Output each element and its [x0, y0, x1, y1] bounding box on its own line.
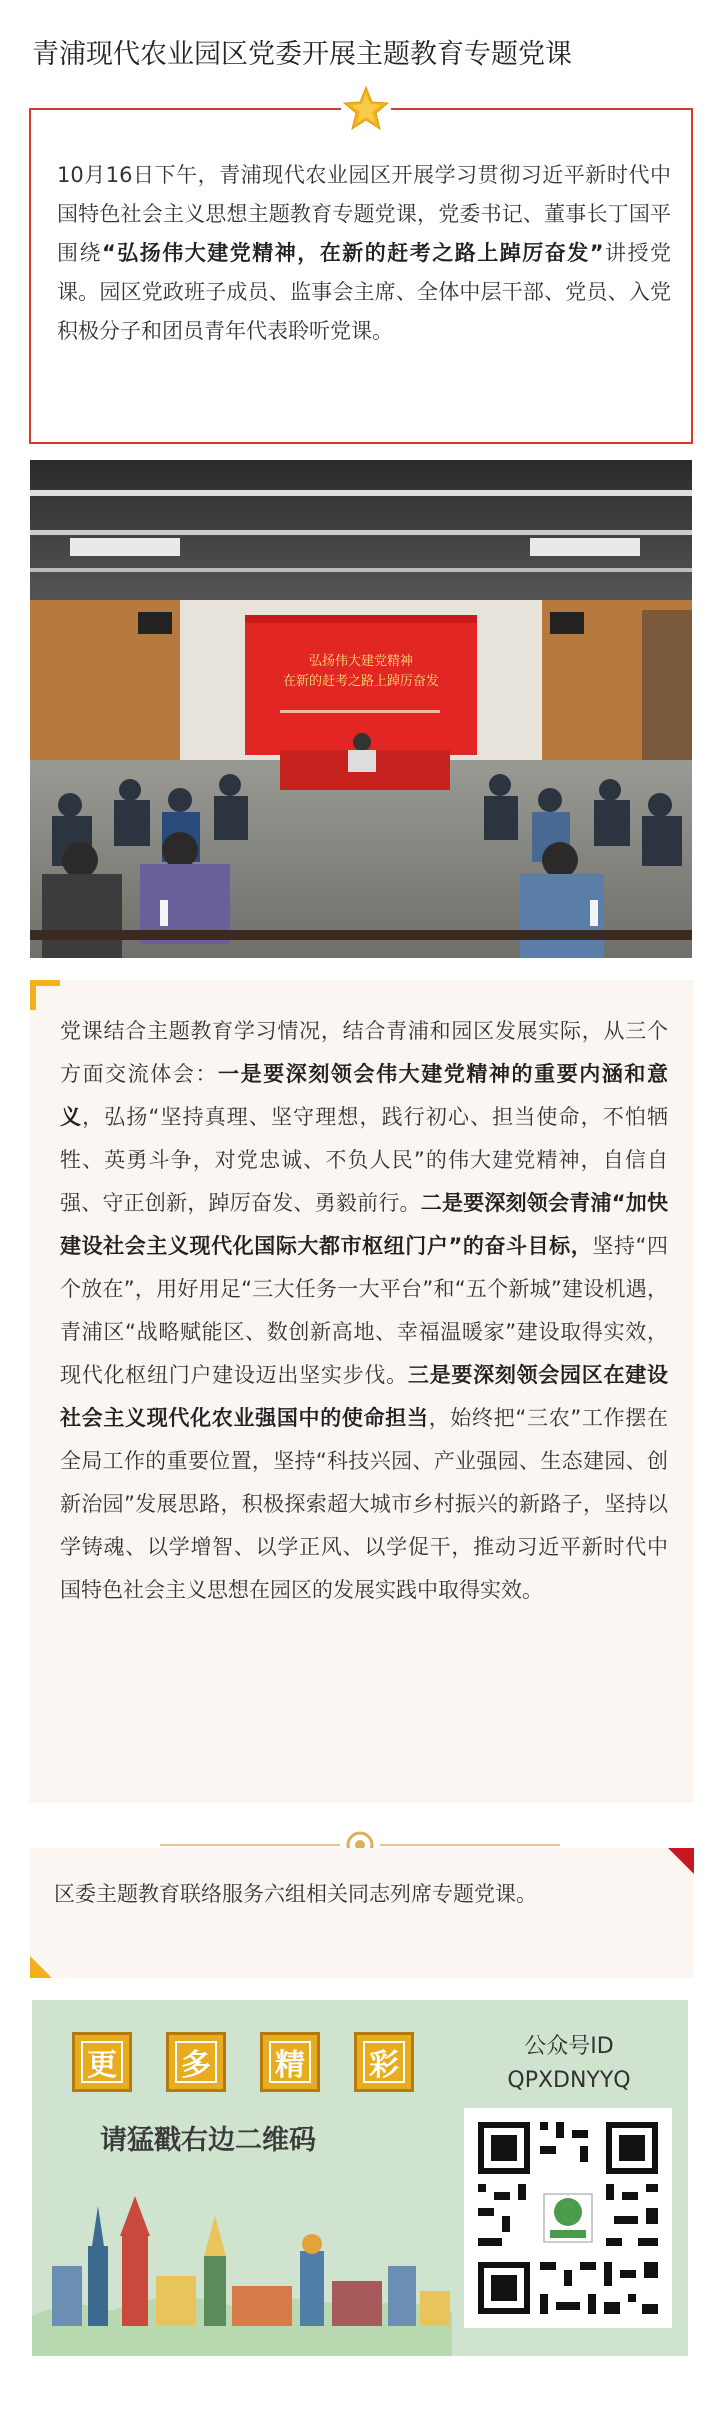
screen-text-line2: 在新的赶考之路上踔厉奋发: [282, 674, 440, 689]
intro-box: [29, 108, 693, 444]
banner-slogan: 请猛戳右边二维码: [100, 2125, 316, 2156]
intro-text: [57, 156, 671, 351]
body-p1: 党课结合主题教育学习情况，结合青浦和园区发展实际，从三个方面交流体会：: [60, 1019, 668, 1086]
body-p4: ，始终把“三农”工作摆在全局工作的重要位置，坚持“科技兴园、产业强园、生态建园、创新治园”发展思路，积极探索超大城市乡村振兴的新路子，坚持以学铸魂、以学增智、以学正风、以学促干，推动习近平新时代中国特色社会主义思想在园区的发展实践中取得实效。: [60, 1406, 669, 1602]
body-b2: 二是要深刻领会青浦“加快建设社会主义现代化国际大都市枢纽门户”的奋斗目标，: [60, 1191, 668, 1258]
body-box: [30, 980, 694, 1803]
banner-tile-1: [72, 2032, 132, 2092]
banner-tile-2: [166, 2032, 226, 2092]
account-info: [464, 2030, 674, 2098]
body-p2: ，弘扬“坚持真理、坚守理想，践行初心、担当使命，不怕牺牲、英勇斗争，对党忠诚、不负人民”的伟大建党精神，自信自强、守正创新，踔厉奋发、勇毅前行。: [60, 1105, 668, 1215]
banner-tile-char: 更: [87, 2048, 117, 2083]
qr-code[interactable]: [464, 2108, 672, 2328]
intro-topic: “弘扬伟大建党精神，在新的赶考之路上踔厉奋发”: [102, 241, 604, 265]
corner-triangle-gold-icon: [30, 1956, 52, 1978]
follow-banner: [32, 2000, 688, 2356]
account-label: 公众号ID: [524, 2034, 614, 2059]
lecture-photo: [30, 460, 692, 958]
banner-tile-char: 精: [275, 2048, 305, 2083]
body-b1: 一是要深刻领会伟大建党精神的重要内涵和意义: [60, 1062, 669, 1129]
screen-text-line1: 弘扬伟大建党精神: [308, 654, 414, 669]
banner-tile-char: 彩: [369, 2048, 399, 2083]
note-box: [30, 1848, 694, 1978]
banner-tile-3: [260, 2032, 320, 2092]
note-text: 区委主题教育联络服务六组相关同志列席专题党课。: [54, 1882, 537, 1906]
page-title: 青浦现代农业园区党委开展主题教育专题党课: [32, 39, 572, 70]
body-text: [60, 1010, 668, 1612]
account-id: QPXDNYYQ: [507, 2068, 631, 2093]
intro-lead: 10月16日下午，青浦现代农业园区开展学习贯彻习近平新时代中国特色社会主义思想主题教育专题党课，党委书记、董事长丁国平围绕: [57, 163, 671, 265]
star-icon: [341, 84, 391, 134]
banner-tile-char: 多: [181, 2048, 211, 2083]
intro-tail: 讲授党课。园区党政班子成员、监事会主席、全体中层干部、党员、入党积极分子和团员青年代表聆听党课。: [57, 241, 672, 343]
corner-bracket-icon: [30, 980, 60, 1010]
body-p3: 坚持“四个放在”，用好用足“三大任务一大平台”和“五个新城”建设机遇，青浦区“战略赋能区、数创新高地、幸福温暖家”建设取得实效，现代化枢纽门户建设迈出坚实步伐。: [60, 1234, 668, 1387]
body-b3: 三是要深刻领会园区在建设社会主义现代化农业强国中的使命担当: [60, 1363, 669, 1430]
banner-tile-4: [354, 2032, 414, 2092]
city-skyline-illustration: [32, 2146, 452, 2356]
corner-triangle-red-icon: [668, 1848, 694, 1874]
